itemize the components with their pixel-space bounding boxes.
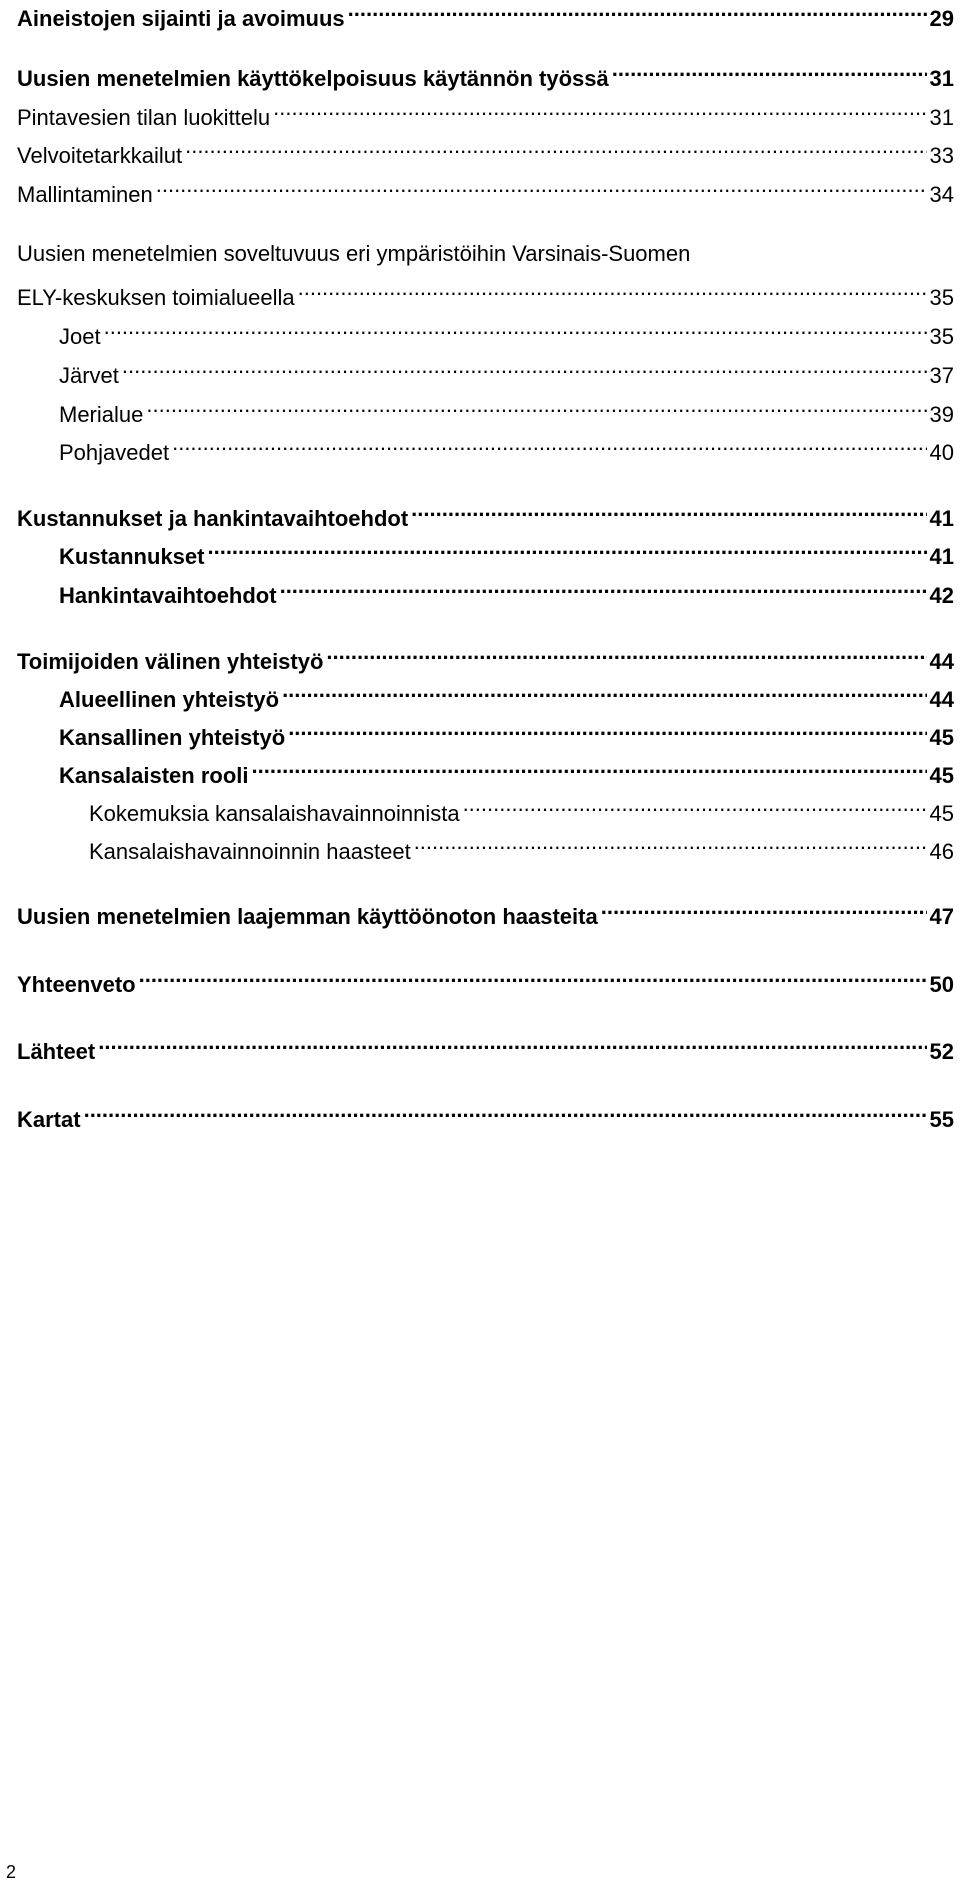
toc-entry-title: Pintavesien tilan luokittelu — [17, 105, 271, 130]
toc-entry-page: 52 — [929, 1039, 954, 1064]
toc-entry[interactable] — [89, 833, 954, 865]
toc-entry-page: 55 — [929, 1107, 954, 1132]
toc-entry-page: 44 — [929, 687, 954, 712]
toc-entry-title: Velvoitetarkkailut — [17, 143, 183, 168]
toc-entry[interactable] — [17, 99, 954, 131]
toc-entry-title: Merialue — [59, 402, 144, 427]
toc-entry[interactable] — [17, 279, 954, 311]
toc-entry-page: 42 — [929, 583, 954, 608]
toc-entry-title: Aineistojen sijainti ja avoimuus — [17, 6, 345, 31]
toc-entry[interactable] — [59, 681, 954, 713]
toc-entry-title: Kansallinen yhteistyö — [59, 725, 286, 750]
toc-entry[interactable] — [59, 357, 954, 389]
toc-entry-page: 37 — [929, 363, 954, 388]
toc-entry[interactable] — [59, 757, 954, 789]
toc-entry-title: Kartat — [17, 1107, 81, 1132]
toc-entry[interactable] — [17, 60, 954, 92]
toc-entry[interactable] — [59, 538, 954, 570]
dot-leader — [139, 966, 927, 992]
toc-entry[interactable] — [17, 500, 954, 532]
toc-entry[interactable] — [17, 137, 954, 169]
toc-entry[interactable] — [59, 318, 954, 350]
toc-entry-page: 46 — [929, 839, 954, 864]
dot-leader — [104, 318, 927, 344]
dot-leader — [98, 1033, 926, 1059]
toc-entry-title: Kustannukset — [59, 544, 205, 569]
toc-entry-page: 47 — [929, 904, 954, 929]
toc-entry-title: Uusien menetelmien käyttökelpoisuus käytännön työssä — [17, 66, 609, 91]
dot-leader — [207, 538, 926, 564]
dot-leader — [84, 1101, 927, 1127]
dot-leader — [252, 757, 927, 783]
toc-entry-page: 31 — [929, 105, 954, 130]
toc-entry-title: Kokemuksia kansalaishavainnoinnista — [89, 801, 460, 826]
toc-entry[interactable] — [17, 1101, 954, 1133]
dot-leader — [146, 396, 926, 422]
dot-leader — [601, 898, 927, 924]
toc-entry-page: 45 — [929, 801, 954, 826]
toc-entry-page: 31 — [929, 66, 954, 91]
toc-entry-title: Alueellinen yhteistyö — [59, 687, 280, 712]
toc-entry[interactable] — [59, 577, 954, 609]
toc-entry-page: 41 — [929, 544, 954, 569]
toc-entry[interactable] — [59, 434, 954, 466]
toc-entry[interactable] — [17, 1033, 954, 1065]
toc-entry-page: 50 — [929, 972, 954, 997]
toc-entry-page: 44 — [929, 649, 954, 674]
toc-entry-page: 34 — [929, 182, 954, 207]
toc-entry[interactable] — [17, 898, 954, 930]
toc-entry-page: 40 — [929, 440, 954, 465]
toc-entry[interactable] — [17, 966, 954, 998]
dot-leader — [348, 0, 927, 26]
dot-leader — [172, 434, 926, 460]
toc-entry[interactable] — [59, 719, 954, 751]
dot-leader — [122, 357, 927, 383]
dot-leader — [282, 681, 926, 707]
toc-entry-title: Toimijoiden välinen yhteistyö — [17, 649, 324, 674]
toc-entry-page: 45 — [929, 763, 954, 788]
dot-leader — [411, 500, 926, 526]
toc-entry-page: 29 — [929, 6, 954, 31]
toc-entry[interactable] — [17, 176, 954, 208]
toc-entry-title: Joet — [59, 324, 101, 349]
toc-entry-title: ELY-keskuksen toimialueella — [17, 285, 295, 310]
toc-entry[interactable] — [17, 643, 954, 675]
toc-entry-title: Uusien menetelmien laajemman käyttöönoton haasteita — [17, 904, 598, 929]
toc-entry-page: 41 — [929, 506, 954, 531]
toc-entry[interactable] — [89, 795, 954, 827]
dot-leader — [414, 833, 927, 859]
toc-entry-page: 33 — [929, 143, 954, 168]
toc-entry-title: Yhteenveto — [17, 972, 136, 997]
dot-leader — [298, 279, 927, 305]
toc-entry-title: Järvet — [59, 363, 119, 388]
toc-entry-title: Pohjavedet — [59, 440, 170, 465]
toc-entry-title: Mallintaminen — [17, 182, 153, 207]
dot-leader — [273, 99, 926, 125]
toc-entry[interactable] — [17, 0, 954, 32]
dot-leader — [280, 577, 927, 603]
dot-leader — [463, 795, 927, 821]
toc-entry-title-line[interactable]: Uusien menetelmien soveltuvuus eri ympäristöihin Varsinais-Suomen — [17, 241, 691, 266]
toc-entry-page: 39 — [929, 402, 954, 427]
toc-entry-title: Hankintavaihtoehdot — [59, 583, 277, 608]
toc-entry-page: 35 — [929, 285, 954, 310]
dot-leader — [288, 719, 926, 745]
toc-entry-page: 35 — [929, 324, 954, 349]
dot-leader — [612, 60, 927, 86]
toc-entry-title: Kansalaishavainnoinnin haasteet — [89, 839, 411, 864]
toc-entry[interactable] — [59, 396, 954, 428]
page-number: 2 — [6, 1862, 17, 1882]
toc-entry-title: Lähteet — [17, 1039, 96, 1064]
dot-leader — [326, 643, 926, 669]
toc-entry-title: Kustannukset ja hankintavaihtoehdot — [17, 506, 409, 531]
toc-entry-page: 45 — [929, 725, 954, 750]
dot-leader — [185, 137, 926, 163]
toc-entry-title: Kansalaisten rooli — [59, 763, 249, 788]
dot-leader — [156, 176, 927, 202]
